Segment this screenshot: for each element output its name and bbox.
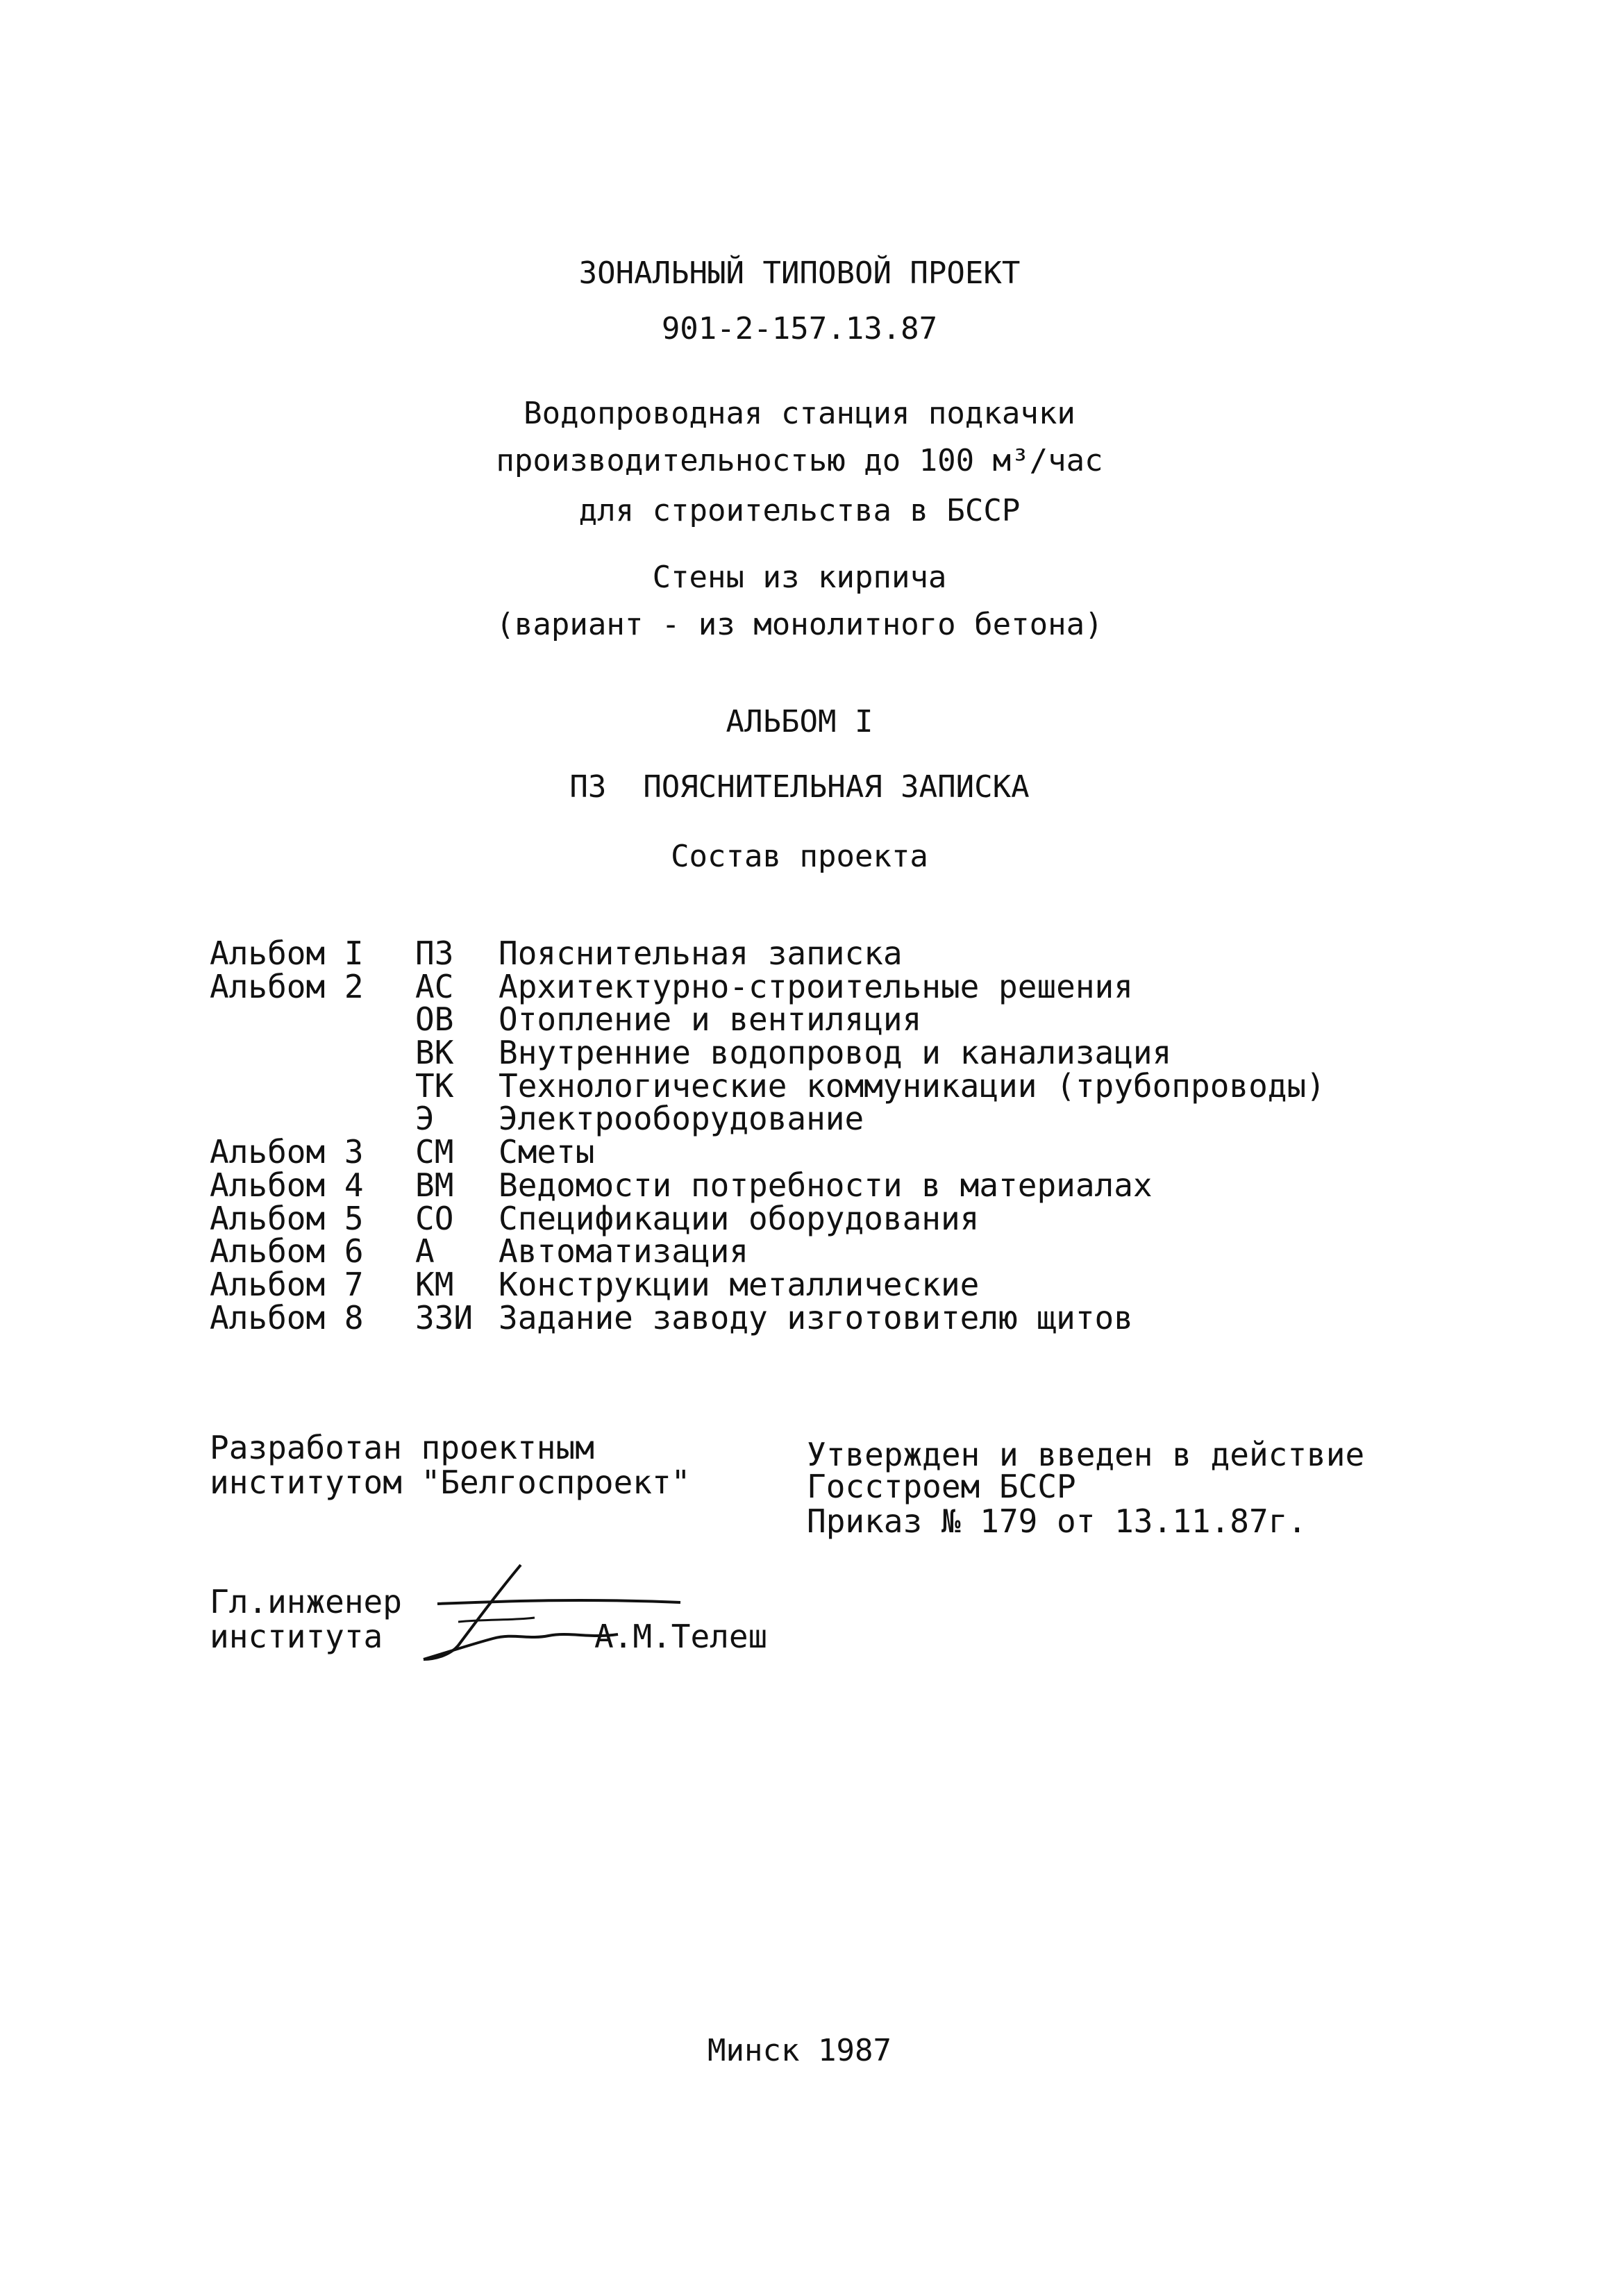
contents-title: Отопление и вентиляция xyxy=(499,1000,922,1039)
contents-code: ТК xyxy=(415,1066,454,1105)
contents-row xyxy=(210,1298,1133,1336)
contents-album: Альбом 5 xyxy=(210,1199,364,1237)
contents-album: Альбом 3 xyxy=(210,1133,364,1171)
title-line-3: для строительства в БССР xyxy=(578,493,1021,528)
contents-row xyxy=(210,935,903,972)
contents-title: Электрооборудование xyxy=(499,1100,864,1138)
contents-row xyxy=(210,1034,1172,1072)
contents-row xyxy=(210,1265,980,1303)
contents-title: Технологические коммуникации (трубопроводы) xyxy=(499,1066,1325,1105)
contents-code: КМ xyxy=(415,1265,454,1303)
contents-code: ВМ xyxy=(415,1166,454,1204)
contents-code: АС xyxy=(415,967,454,1005)
contents-album: Альбом 8 xyxy=(210,1298,364,1336)
contents-row xyxy=(210,1000,922,1039)
contents-title: Конструкции металлические xyxy=(499,1265,980,1303)
signature-name: А.М.Телеш xyxy=(594,1618,768,1655)
contents-album: Альбом I xyxy=(210,935,364,972)
approved-line-1: Утвержден и введен в действие xyxy=(807,1436,1365,1473)
contents-code: СМ xyxy=(415,1133,454,1171)
title-line-1: Водопроводная станция подкачки xyxy=(524,396,1075,431)
contents-row xyxy=(210,1066,1325,1105)
contents-album: Альбом 4 xyxy=(210,1166,364,1204)
album-subject: ПЗ ПОЯСНИТЕЛЬНАЯ ЗАПИСКА xyxy=(569,769,1030,805)
signature-position-1: Гл.инженер xyxy=(210,1583,402,1620)
contents-album: Альбом 7 xyxy=(210,1265,364,1303)
contents-code: А xyxy=(415,1232,435,1271)
walls-line-1: Стены из кирпича xyxy=(652,560,947,595)
contents-title: Сметы xyxy=(499,1133,595,1171)
contents-code: Э xyxy=(415,1100,435,1138)
project-type-heading: ЗОНАЛЬНЫЙ ТИПОВОЙ ПРОЕКТ xyxy=(578,255,1021,291)
contents-title: Пояснительная записка xyxy=(499,935,903,972)
contents-row xyxy=(210,1232,749,1271)
contents-title: Спецификации оборудования xyxy=(499,1199,980,1237)
contents-row xyxy=(210,1133,595,1171)
contents-row xyxy=(210,1199,980,1237)
contents-row xyxy=(210,967,1133,1005)
footer-place-year: Минск 1987 xyxy=(708,2033,891,2068)
project-number: 901-2-157.13.87 xyxy=(661,311,938,346)
contents-code: ПЗ xyxy=(415,935,454,972)
title-line-2: производительностью до 100 м³/час xyxy=(496,443,1103,478)
contents-row xyxy=(210,1166,1153,1204)
album-heading: АЛЬБОМ I xyxy=(726,704,873,739)
contents-code: ЗЗИ xyxy=(415,1298,474,1336)
approved-line-3: Приказ № 179 от 13.11.87г. xyxy=(807,1502,1307,1540)
contents-table xyxy=(210,935,1325,1336)
contents-heading: Состав проекта xyxy=(671,839,928,874)
handwritten-signature xyxy=(410,1562,701,1666)
approved-line-2: Госстроем БССР xyxy=(807,1468,1076,1505)
signature-position-2: института xyxy=(210,1618,383,1655)
walls-line-2: (вариант - из монолитного бетона) xyxy=(496,607,1103,642)
contents-title: Автоматизация xyxy=(499,1232,749,1271)
developed-line-1: Разработан проектным xyxy=(210,1429,594,1466)
contents-title: Архитектурно-строительные решения xyxy=(499,967,1133,1005)
contents-code: ВК xyxy=(415,1034,454,1072)
contents-album: Альбом 6 xyxy=(210,1232,364,1271)
contents-row xyxy=(210,1100,864,1138)
contents-title: Ведомости потребности в материалах xyxy=(499,1166,1153,1204)
contents-title: Внутренние водопровод и канализация xyxy=(499,1034,1172,1072)
contents-code: ОВ xyxy=(415,1000,454,1039)
developed-line-2: институтом "Белгоспроект" xyxy=(210,1464,691,1501)
contents-title: Задание заводу изготовителю щитов xyxy=(499,1298,1133,1336)
contents-album: Альбом 2 xyxy=(210,967,364,1005)
contents-code: СО xyxy=(415,1199,454,1237)
